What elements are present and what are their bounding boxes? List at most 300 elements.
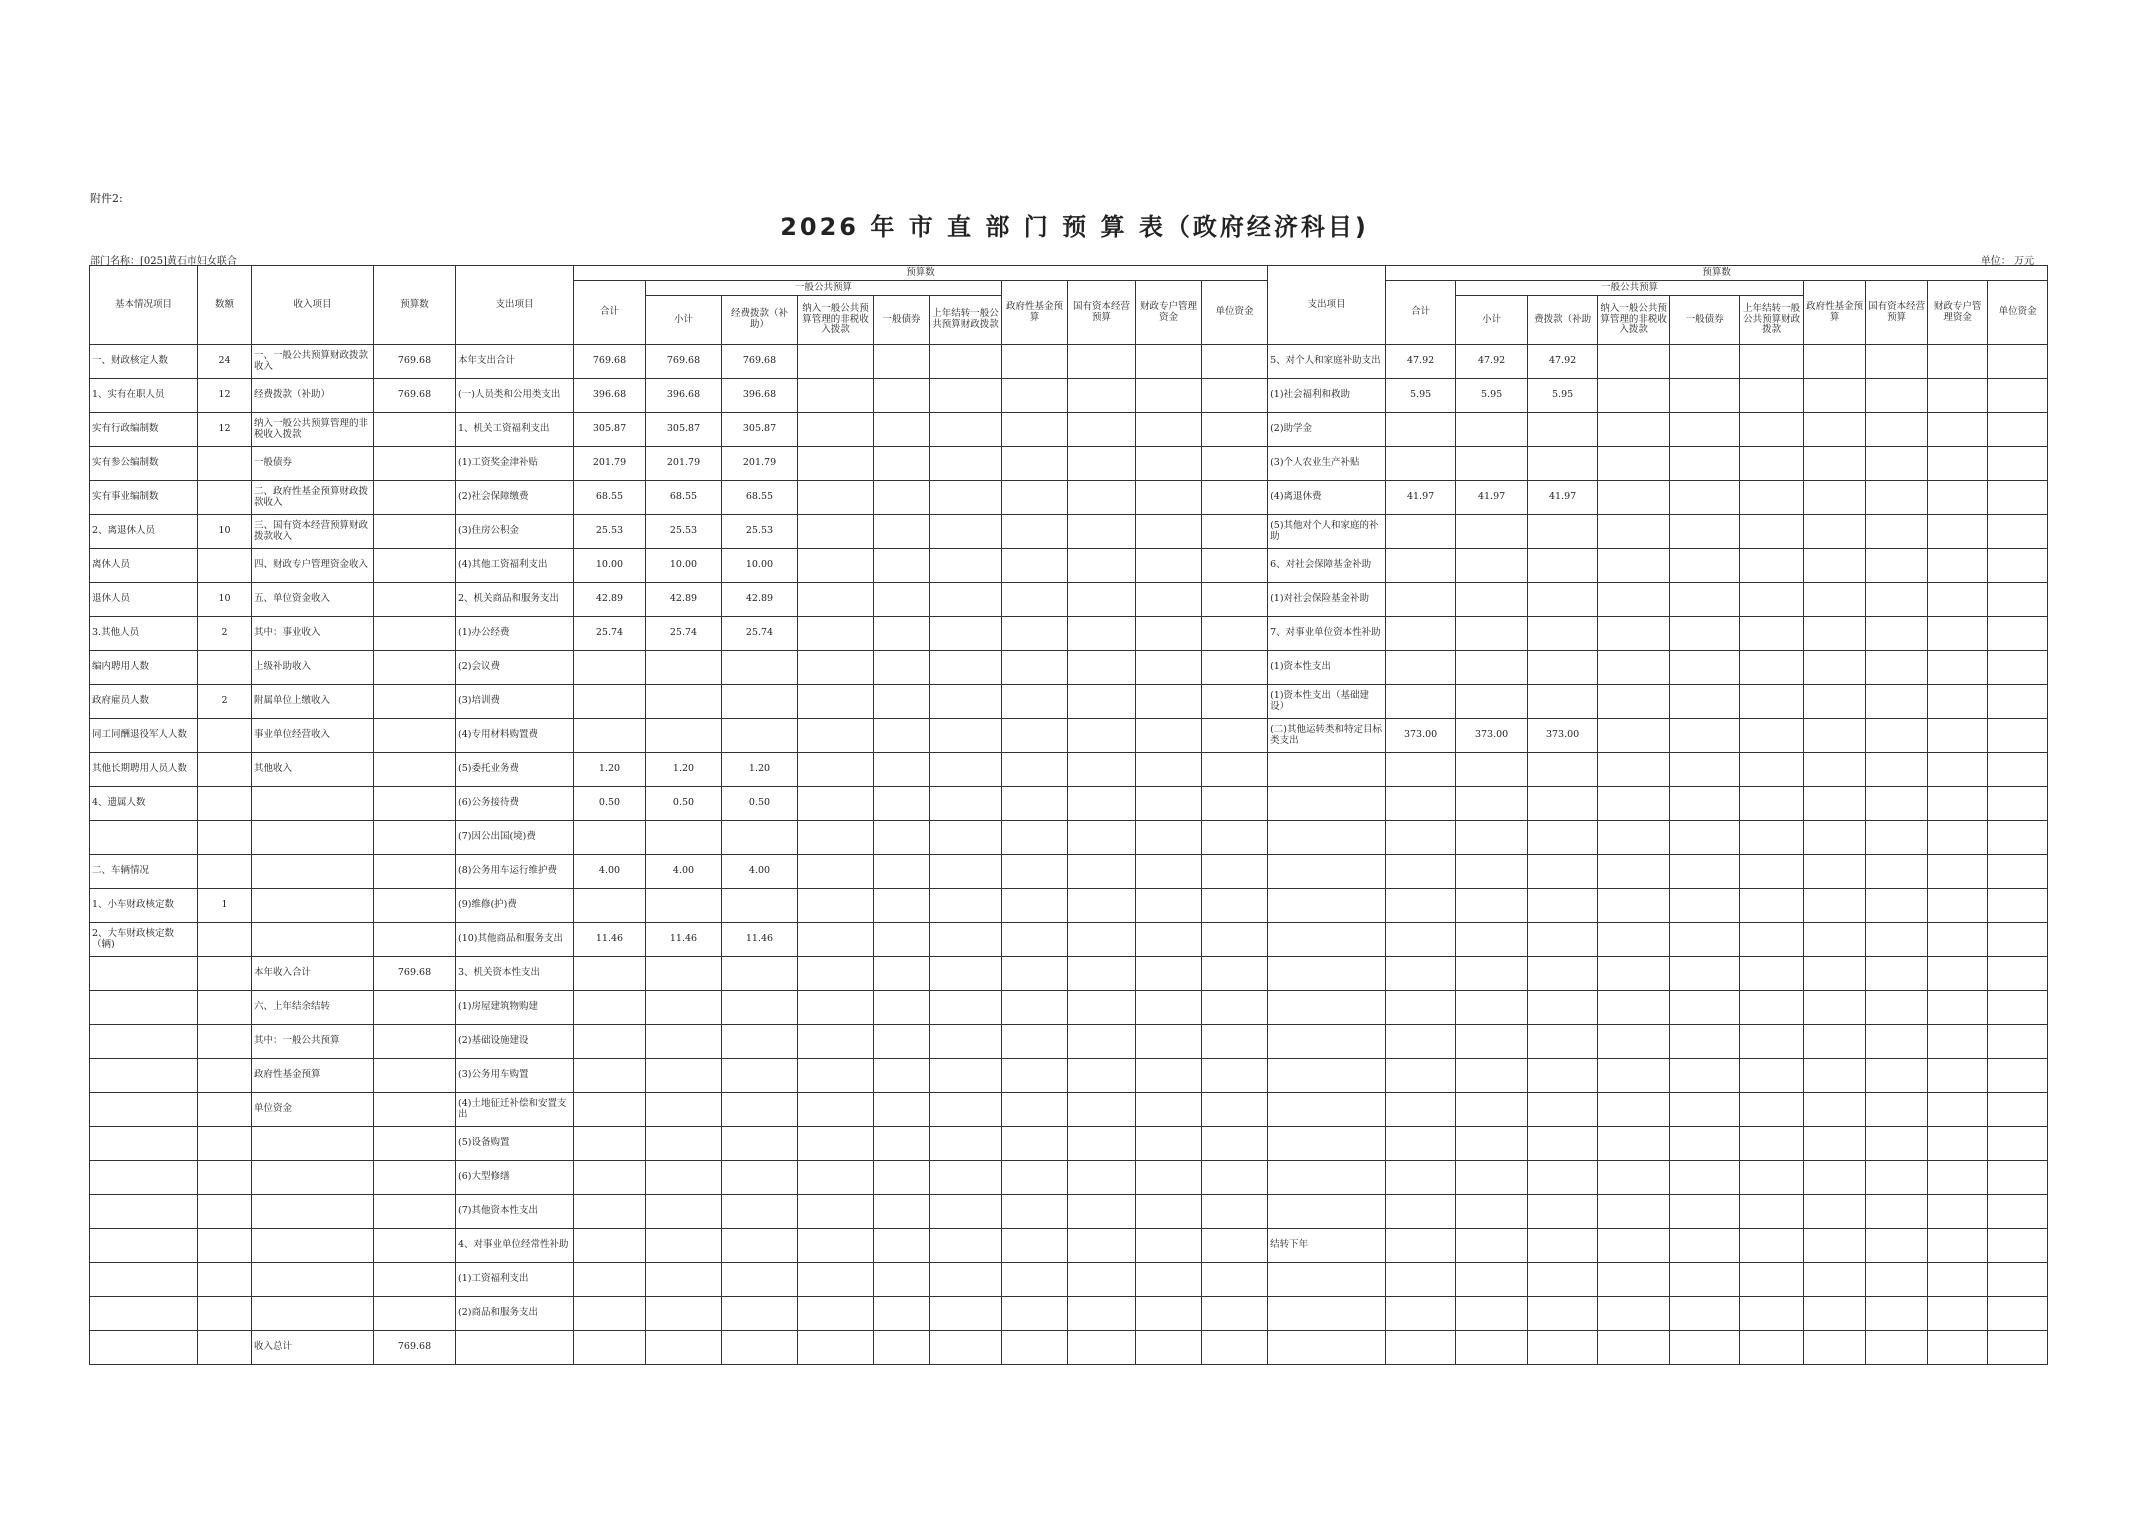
right-subtotal-cell <box>1456 1059 1528 1093</box>
empty-cell <box>1804 821 1866 855</box>
right-total-cell <box>1386 685 1456 719</box>
empty-cell <box>1598 821 1670 855</box>
empty-cell <box>1804 719 1866 753</box>
empty-cell <box>1202 821 1268 855</box>
empty-cell <box>1866 855 1928 889</box>
empty-cell <box>1988 1331 2048 1365</box>
right-expense-item-cell <box>1268 753 1386 787</box>
empty-cell <box>1740 1195 1804 1229</box>
empty-cell <box>1002 379 1068 413</box>
empty-cell <box>1002 1331 1068 1365</box>
empty-cell <box>1068 957 1136 991</box>
empty-cell <box>798 1093 874 1127</box>
empty-cell <box>1988 855 2048 889</box>
subtotal-cell <box>646 957 722 991</box>
empty-cell <box>1202 515 1268 549</box>
expense-item-cell: (4)其他工资福利支出 <box>456 549 574 583</box>
empty-cell <box>874 583 930 617</box>
right-expense-item-cell <box>1268 1025 1386 1059</box>
empty-cell <box>1866 685 1928 719</box>
budget-cell <box>374 1263 456 1297</box>
empty-cell <box>1068 583 1136 617</box>
total-cell: 0.50 <box>574 787 646 821</box>
empty-cell <box>1740 549 1804 583</box>
empty-cell <box>1136 515 1202 549</box>
total-cell: 4.00 <box>574 855 646 889</box>
empty-cell <box>1068 1331 1136 1365</box>
empty-cell <box>1740 447 1804 481</box>
col-general-debt-right: 一般债券 <box>1670 296 1740 345</box>
empty-cell <box>930 1127 1002 1161</box>
appropriation-cell: 1.20 <box>722 753 798 787</box>
expense-item-cell: (2)会议费 <box>456 651 574 685</box>
empty-cell <box>1988 1297 2048 1331</box>
table-row <box>90 1161 2048 1195</box>
appropriation-cell: 25.53 <box>722 515 798 549</box>
empty-cell <box>798 481 874 515</box>
right-subtotal-cell <box>1456 1297 1528 1331</box>
empty-cell <box>1202 855 1268 889</box>
empty-cell <box>1598 583 1670 617</box>
appropriation-cell <box>722 821 798 855</box>
empty-cell <box>1598 413 1670 447</box>
table-row <box>90 1059 2048 1093</box>
empty-cell <box>1002 1161 1068 1195</box>
income-item-cell <box>252 787 374 821</box>
table-row <box>90 855 2048 889</box>
total-cell: 396.68 <box>574 379 646 413</box>
empty-cell <box>1598 1263 1670 1297</box>
right-total-cell: 373.00 <box>1386 719 1456 753</box>
empty-cell <box>1202 923 1268 957</box>
subtotal-cell: 4.00 <box>646 855 722 889</box>
budget-cell <box>374 1297 456 1331</box>
right-expense-item-cell: (1)资本性支出（基础建设） <box>1268 685 1386 719</box>
subtotal-cell: 201.79 <box>646 447 722 481</box>
right-subtotal-cell <box>1456 855 1528 889</box>
empty-cell <box>1598 651 1670 685</box>
empty-cell <box>1928 1331 1988 1365</box>
empty-cell <box>1866 753 1928 787</box>
empty-cell <box>1136 719 1202 753</box>
expense-item-cell: (8)公务用车运行维护费 <box>456 855 574 889</box>
right-appropriation-cell <box>1528 855 1598 889</box>
count-cell: 10 <box>198 515 252 549</box>
income-item-cell <box>252 1161 374 1195</box>
right-subtotal-cell <box>1456 1195 1528 1229</box>
empty-cell <box>1002 651 1068 685</box>
empty-cell <box>1928 651 1988 685</box>
empty-cell <box>1670 549 1740 583</box>
basic-item-cell: 1、实有在职人员 <box>90 379 198 413</box>
table-row <box>90 651 2048 685</box>
empty-cell <box>1136 1059 1202 1093</box>
total-cell: 68.55 <box>574 481 646 515</box>
empty-cell <box>1670 1195 1740 1229</box>
count-cell <box>198 855 252 889</box>
empty-cell <box>874 889 930 923</box>
right-expense-item-cell <box>1268 923 1386 957</box>
right-subtotal-cell <box>1456 1127 1528 1161</box>
empty-cell <box>1804 651 1866 685</box>
empty-cell <box>1136 991 1202 1025</box>
col-gov-fund-right: 政府性基金预算 <box>1804 281 1866 345</box>
empty-cell <box>1988 957 2048 991</box>
empty-cell <box>1988 413 2048 447</box>
budget-table <box>89 265 2048 1365</box>
subtotal-cell: 25.53 <box>646 515 722 549</box>
right-appropriation-cell: 47.92 <box>1528 345 1598 379</box>
expense-item-cell: (5)设备购置 <box>456 1127 574 1161</box>
empty-cell <box>1136 617 1202 651</box>
empty-cell <box>1598 1059 1670 1093</box>
empty-cell <box>930 1059 1002 1093</box>
empty-cell <box>874 1263 930 1297</box>
empty-cell <box>1598 1297 1670 1331</box>
budget-cell <box>374 447 456 481</box>
empty-cell <box>798 991 874 1025</box>
empty-cell <box>1988 1161 2048 1195</box>
empty-cell <box>1670 447 1740 481</box>
right-total-cell <box>1386 855 1456 889</box>
table-row <box>90 617 2048 651</box>
subtotal-cell <box>646 1195 722 1229</box>
empty-cell <box>1804 1331 1866 1365</box>
count-cell <box>198 821 252 855</box>
budget-cell <box>374 1127 456 1161</box>
total-cell <box>574 1263 646 1297</box>
empty-cell <box>874 991 930 1025</box>
empty-cell <box>1866 413 1928 447</box>
col-subtotal-right: 小计 <box>1456 296 1528 345</box>
empty-cell <box>1598 617 1670 651</box>
empty-cell <box>1988 991 2048 1025</box>
expense-item-cell: (4)专用材料购置费 <box>456 719 574 753</box>
empty-cell <box>1670 787 1740 821</box>
empty-cell <box>1988 1229 2048 1263</box>
empty-cell <box>1866 719 1928 753</box>
empty-cell <box>1670 1059 1740 1093</box>
empty-cell <box>1804 923 1866 957</box>
empty-cell <box>798 617 874 651</box>
right-subtotal-cell <box>1456 1161 1528 1195</box>
empty-cell <box>1670 1093 1740 1127</box>
empty-cell <box>930 855 1002 889</box>
budget-cell: 769.68 <box>374 1331 456 1365</box>
income-item-cell: 单位资金 <box>252 1093 374 1127</box>
empty-cell <box>1136 345 1202 379</box>
empty-cell <box>1988 515 2048 549</box>
total-cell: 10.00 <box>574 549 646 583</box>
col-prior-carry-right: 上年结转一般公共预算财政拨款 <box>1740 296 1804 345</box>
budget-cell <box>374 583 456 617</box>
empty-cell <box>930 753 1002 787</box>
empty-cell <box>1988 719 2048 753</box>
budget-cell <box>374 1059 456 1093</box>
empty-cell <box>1804 753 1866 787</box>
right-appropriation-cell <box>1528 923 1598 957</box>
empty-cell <box>798 651 874 685</box>
empty-cell <box>1598 1127 1670 1161</box>
empty-cell <box>930 617 1002 651</box>
empty-cell <box>1804 379 1866 413</box>
subtotal-cell: 11.46 <box>646 923 722 957</box>
empty-cell <box>1136 889 1202 923</box>
empty-cell <box>930 1093 1002 1127</box>
empty-cell <box>874 379 930 413</box>
right-expense-item-cell: (2)助学金 <box>1268 413 1386 447</box>
expense-item-cell: (7)其他资本性支出 <box>456 1195 574 1229</box>
right-expense-item-cell <box>1268 1059 1386 1093</box>
col-special-mgmt: 财政专户管理资金 <box>1136 281 1202 345</box>
empty-cell <box>1804 413 1866 447</box>
empty-cell <box>1670 1025 1740 1059</box>
empty-cell <box>1202 719 1268 753</box>
empty-cell <box>930 685 1002 719</box>
empty-cell <box>1002 889 1068 923</box>
income-item-cell: 其中：一般公共预算 <box>252 1025 374 1059</box>
table-row <box>90 957 2048 991</box>
col-basic: 基本情况项目 <box>90 266 198 345</box>
empty-cell <box>1670 855 1740 889</box>
right-appropriation-cell <box>1528 617 1598 651</box>
empty-cell <box>1804 447 1866 481</box>
table-body <box>90 345 2048 1365</box>
empty-cell <box>1068 719 1136 753</box>
empty-cell <box>798 957 874 991</box>
empty-cell <box>1740 1331 1804 1365</box>
basic-item-cell <box>90 1331 198 1365</box>
table-row <box>90 753 2048 787</box>
empty-cell <box>1804 345 1866 379</box>
empty-cell <box>1804 1297 1866 1331</box>
expense-item-cell <box>456 1331 574 1365</box>
empty-cell <box>1740 1297 1804 1331</box>
basic-item-cell: 其他长期聘用人员人数 <box>90 753 198 787</box>
empty-cell <box>1928 549 1988 583</box>
empty-cell <box>1866 1127 1928 1161</box>
empty-cell <box>798 889 874 923</box>
empty-cell <box>1002 1195 1068 1229</box>
empty-cell <box>1068 515 1136 549</box>
count-cell <box>198 1093 252 1127</box>
table-row <box>90 1229 2048 1263</box>
empty-cell <box>930 1161 1002 1195</box>
table-row <box>90 821 2048 855</box>
empty-cell <box>1740 345 1804 379</box>
right-subtotal-cell <box>1456 753 1528 787</box>
empty-cell <box>1202 413 1268 447</box>
budget-cell <box>374 1093 456 1127</box>
empty-cell <box>930 1263 1002 1297</box>
empty-cell <box>874 1297 930 1331</box>
empty-cell <box>798 685 874 719</box>
empty-cell <box>874 447 930 481</box>
expense-item-cell: (2)社会保障缴费 <box>456 481 574 515</box>
empty-cell <box>930 549 1002 583</box>
empty-cell <box>1002 447 1068 481</box>
right-appropriation-cell <box>1528 583 1598 617</box>
empty-cell <box>798 821 874 855</box>
empty-cell <box>1136 447 1202 481</box>
income-item-cell: 其中：事业收入 <box>252 617 374 651</box>
empty-cell <box>1202 1263 1268 1297</box>
right-expense-item-cell <box>1268 787 1386 821</box>
department-name: 部门名称：[025]黄石市妇女联合 <box>90 256 237 267</box>
empty-cell <box>798 1297 874 1331</box>
count-cell <box>198 1263 252 1297</box>
empty-cell <box>1928 1297 1988 1331</box>
table-row <box>90 1331 2048 1365</box>
appropriation-cell <box>722 651 798 685</box>
empty-cell <box>874 685 930 719</box>
empty-cell <box>874 617 930 651</box>
empty-cell <box>1866 447 1928 481</box>
right-appropriation-cell <box>1528 1127 1598 1161</box>
empty-cell <box>1928 855 1988 889</box>
total-cell <box>574 1127 646 1161</box>
total-cell <box>574 957 646 991</box>
appropriation-cell <box>722 1195 798 1229</box>
table-row <box>90 447 2048 481</box>
empty-cell <box>1136 1229 1202 1263</box>
empty-cell <box>1866 379 1928 413</box>
income-item-cell <box>252 923 374 957</box>
empty-cell <box>1928 753 1988 787</box>
empty-cell <box>1988 379 2048 413</box>
appropriation-cell <box>722 685 798 719</box>
empty-cell <box>1928 1025 1988 1059</box>
empty-cell <box>1804 787 1866 821</box>
empty-cell <box>1866 1025 1928 1059</box>
appropriation-cell <box>722 1331 798 1365</box>
empty-cell <box>1928 583 1988 617</box>
right-total-cell <box>1386 1025 1456 1059</box>
empty-cell <box>1740 379 1804 413</box>
appropriation-cell: 68.55 <box>722 481 798 515</box>
right-total-cell <box>1386 889 1456 923</box>
right-subtotal-cell <box>1456 583 1528 617</box>
right-appropriation-cell <box>1528 447 1598 481</box>
empty-cell <box>1202 1025 1268 1059</box>
right-subtotal-cell <box>1456 957 1528 991</box>
empty-cell <box>798 583 874 617</box>
expense-item-cell: (10)其他商品和服务支出 <box>456 923 574 957</box>
empty-cell <box>930 1229 1002 1263</box>
empty-cell <box>1928 821 1988 855</box>
empty-cell <box>1740 753 1804 787</box>
right-expense-item-cell <box>1268 855 1386 889</box>
empty-cell <box>1136 1025 1202 1059</box>
empty-cell <box>1988 1127 2048 1161</box>
empty-cell <box>1068 855 1136 889</box>
empty-cell <box>1866 481 1928 515</box>
income-item-cell: 六、上年结余结转 <box>252 991 374 1025</box>
subtotal-cell <box>646 719 722 753</box>
right-expense-item-cell <box>1268 1263 1386 1297</box>
basic-item-cell <box>90 1059 198 1093</box>
right-total-cell <box>1386 991 1456 1025</box>
subtotal-cell <box>646 1059 722 1093</box>
income-item-cell: 附属单位上缴收入 <box>252 685 374 719</box>
empty-cell <box>1002 923 1068 957</box>
empty-cell <box>1202 1059 1268 1093</box>
expense-item-cell: (2)基础设施建设 <box>456 1025 574 1059</box>
right-total-cell <box>1386 1297 1456 1331</box>
col-unit-fund: 单位资金 <box>1202 281 1268 345</box>
basic-item-cell <box>90 991 198 1025</box>
empty-cell <box>1598 481 1670 515</box>
income-item-cell <box>252 821 374 855</box>
empty-cell <box>1670 1229 1740 1263</box>
income-item-cell <box>252 1195 374 1229</box>
empty-cell <box>1866 583 1928 617</box>
empty-cell <box>1136 753 1202 787</box>
empty-cell <box>1202 1331 1268 1365</box>
basic-item-cell: 实有事业编制数 <box>90 481 198 515</box>
table-row <box>90 991 2048 1025</box>
total-cell <box>574 1195 646 1229</box>
empty-cell <box>1598 345 1670 379</box>
budget-cell <box>374 889 456 923</box>
income-item-cell: 一、一般公共预算财政拨款收入 <box>252 345 374 379</box>
appropriation-cell: 305.87 <box>722 413 798 447</box>
empty-cell <box>1804 1093 1866 1127</box>
basic-item-cell <box>90 1297 198 1331</box>
empty-cell <box>1928 447 1988 481</box>
expense-item-cell: (7)因公出国(境)费 <box>456 821 574 855</box>
empty-cell <box>798 447 874 481</box>
empty-cell <box>1988 447 2048 481</box>
empty-cell <box>1740 957 1804 991</box>
subtotal-cell <box>646 889 722 923</box>
empty-cell <box>1928 1229 1988 1263</box>
right-expense-item-cell: 7、对事业单位资本性补助 <box>1268 617 1386 651</box>
right-expense-item-cell <box>1268 1297 1386 1331</box>
empty-cell <box>874 481 930 515</box>
appropriation-cell <box>722 1297 798 1331</box>
col-budget-group-right: 预算数 <box>1386 266 2048 281</box>
empty-cell <box>1740 1025 1804 1059</box>
empty-cell <box>1670 651 1740 685</box>
empty-cell <box>1670 889 1740 923</box>
appropriation-cell: 11.46 <box>722 923 798 957</box>
subtotal-cell <box>646 1297 722 1331</box>
right-appropriation-cell: 373.00 <box>1528 719 1598 753</box>
subtotal-cell: 1.20 <box>646 753 722 787</box>
expense-item-cell: (1)工资奖金津补贴 <box>456 447 574 481</box>
subtotal-cell: 42.89 <box>646 583 722 617</box>
appropriation-cell: 10.00 <box>722 549 798 583</box>
empty-cell <box>930 889 1002 923</box>
subtotal-cell: 10.00 <box>646 549 722 583</box>
empty-cell <box>874 1331 930 1365</box>
basic-item-cell: 政府雇员人数 <box>90 685 198 719</box>
right-total-cell <box>1386 1263 1456 1297</box>
empty-cell <box>1002 1093 1068 1127</box>
right-appropriation-cell <box>1528 1025 1598 1059</box>
appropriation-cell <box>722 1263 798 1297</box>
subtotal-cell <box>646 1263 722 1297</box>
right-expense-item-cell: (二)其他运转类和特定目标类支出 <box>1268 719 1386 753</box>
empty-cell <box>1002 345 1068 379</box>
table-row <box>90 1195 2048 1229</box>
empty-cell <box>1002 583 1068 617</box>
empty-cell <box>1002 515 1068 549</box>
appropriation-cell <box>722 719 798 753</box>
empty-cell <box>874 855 930 889</box>
table-row <box>90 345 2048 379</box>
